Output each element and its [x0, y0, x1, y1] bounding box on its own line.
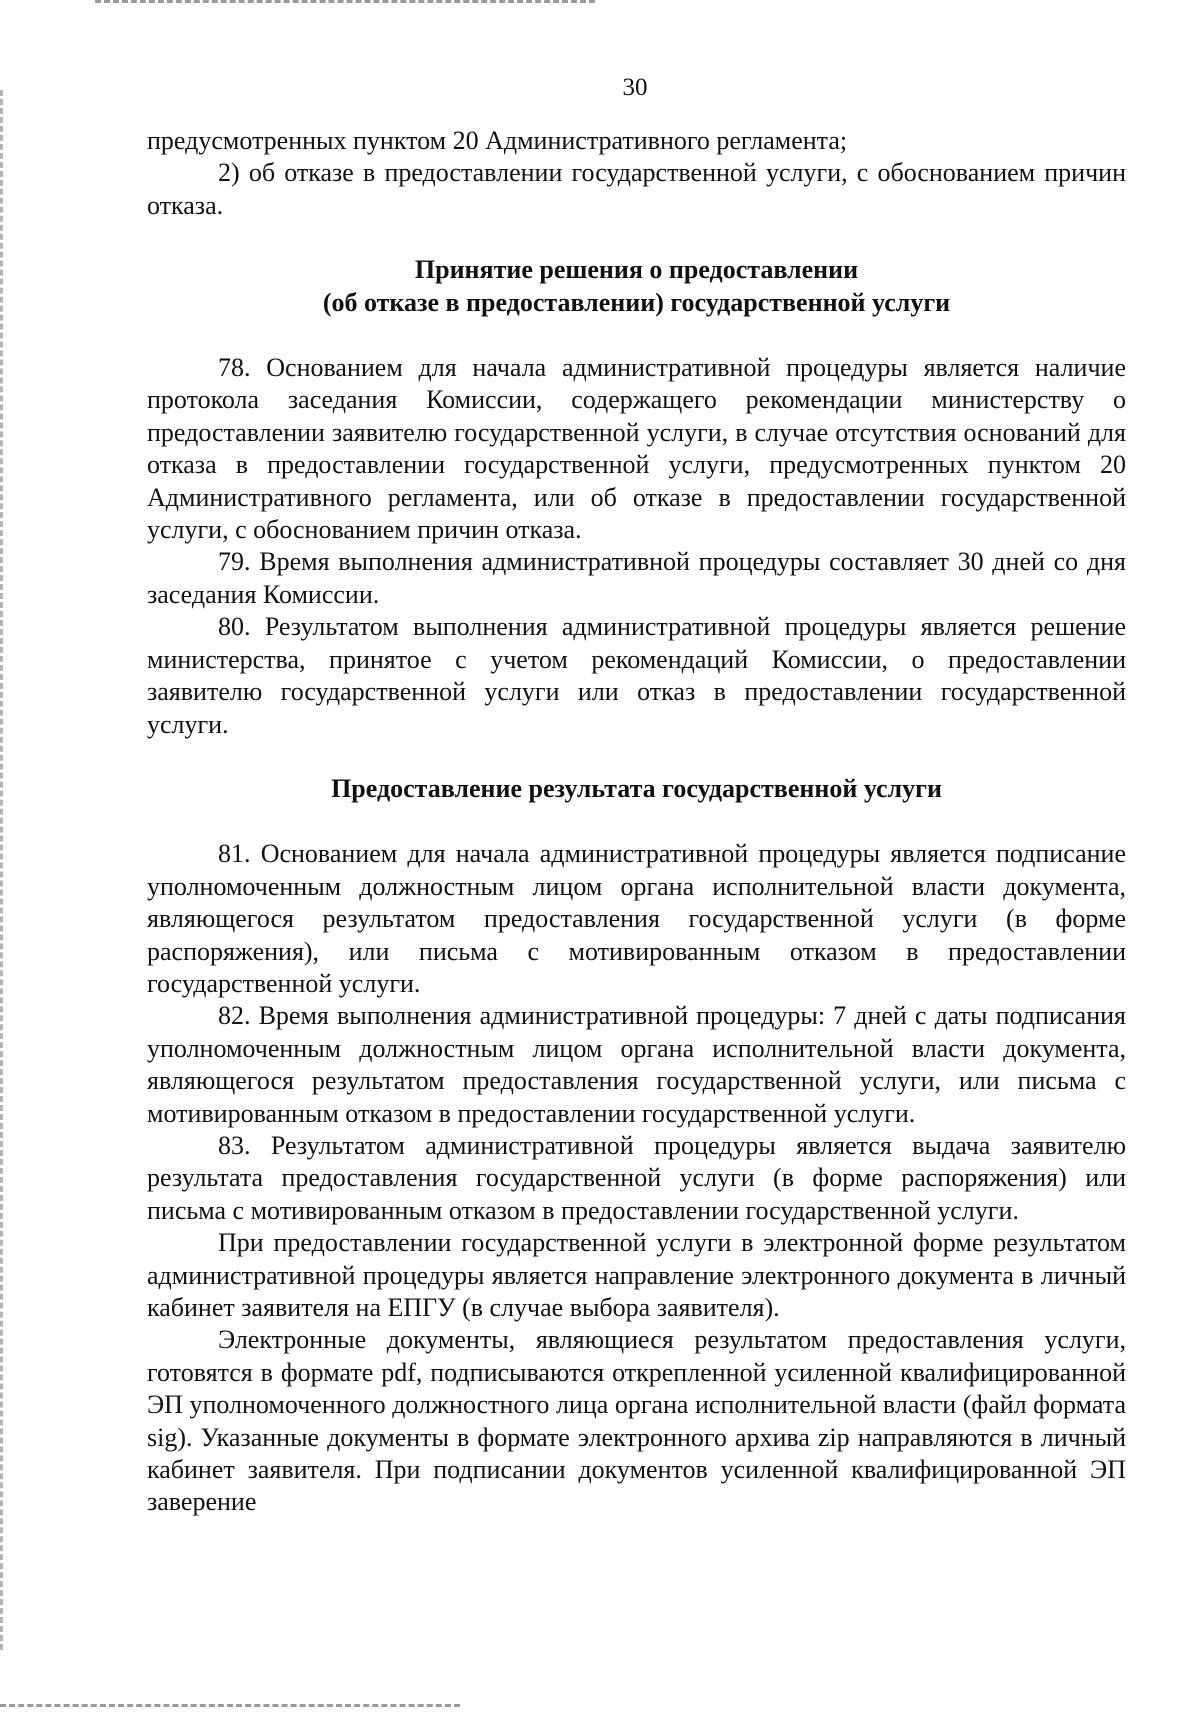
spacer — [147, 222, 1126, 254]
section-heading-result: Предоставление результата государственной услуги — [331, 773, 942, 803]
paragraph-81: 81. Основанием для начала административной процедуры является подписание уполномоченным должностным лицом органа исполнительной власти документа, являющегося результатом предоставления государственной услуги (в форме распоряжения), или письма с мотивированным отказом в предоставлении государственной услуги. — [147, 839, 1126, 998]
paragraph-item-2: 2) об отказе в предоставлении государственной услуги, с обоснованием причин отказа. — [147, 158, 1126, 220]
spacer — [147, 741, 1126, 773]
document-body — [147, 125, 1126, 1519]
paragraph-electronic-documents: Электронные документы, являющиеся результатом предоставления услуги, готовятся в формате pdf, подписываются открепленной усиленной квалифицированной ЭП уполномоченного должностного лица органа исполнительной власти (файл формата sig). Указанные документы в формате электронного архива zip направляются в личный кабинет заявителя. При подписании документов усиленной квалифицированной ЭП заверение — [147, 1325, 1126, 1517]
paragraph-electronic-form: При предоставлении государственной услуги в электронной форме результатом административной процедуры является направление электронного документа в личный кабинет заявителя на ЕПГУ (в случае выбора заявителя). — [147, 1228, 1126, 1322]
section-heading-decision-line2: (об отказе в предоставлении) государственной услуги — [322, 287, 951, 317]
spacer — [147, 805, 1126, 838]
section-heading-decision-line1: Принятие решения о предоставлении — [414, 255, 859, 285]
paragraph-83: 83. Результатом административной процедуры является выдача заявителю результата предоставления государственной услуги (в форме распоряжения) или письма с мотивированным отказом в предоставлении государственной услуги. — [147, 1130, 1126, 1225]
page-number: 30 — [622, 74, 648, 101]
paragraph-continuation: предусмотренных пунктом 20 Административного регламента; — [147, 126, 848, 155]
paragraph-79: 79. Время выполнения административной процедуры составляет 30 дней со дня заседания Комиссии. — [147, 547, 1126, 609]
spacer — [147, 319, 1126, 352]
paragraph-80: 80. Результатом выполнения административной процедуры является решение министерства, принятое с учетом рекомендаций Комиссии, о предоставлении заявителю государственной услуги или отказ в предоставлении государственной услуги. — [147, 612, 1126, 739]
paragraph-82: 82. Время выполнения административной процедуры: 7 дней с даты подписания уполномоченным должностным лицом органа исполнительной власти документа, являющегося результатом предоставления государственной услуги, или письма с мотивированным отказом в предоставлении государственной услуги. — [147, 1001, 1126, 1128]
paragraph-78: 78. Основанием для начала административной процедуры является наличие протокола заседания Комиссии, содержащего рекомендации министерству о предоставлении заявителю государственной услуги, в случае отсутствия оснований для отказа в предоставлении государственной услуги, предусмотренных пунктом 20 Административного регламента, или об отказе в предоставлении государственной услуги, с обоснованием причин отказа. — [147, 353, 1126, 545]
